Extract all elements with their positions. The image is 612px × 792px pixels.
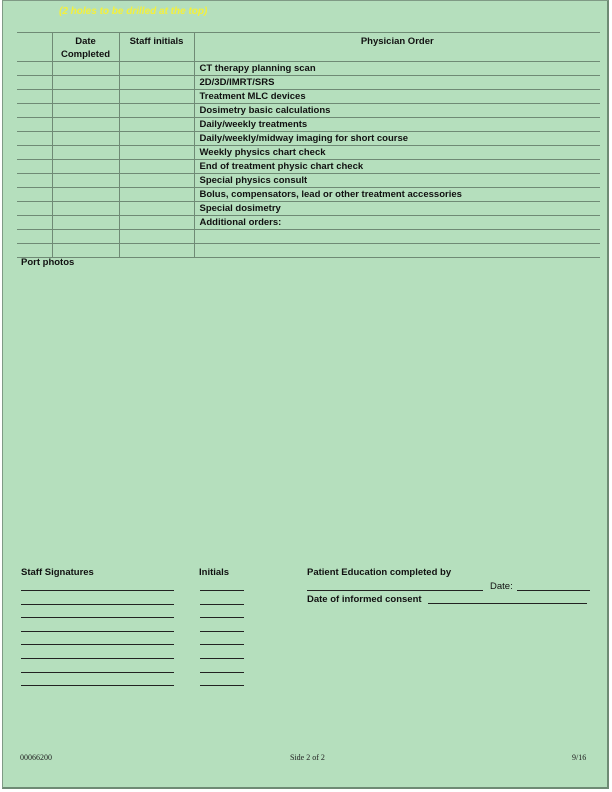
initials-line[interactable] (200, 672, 244, 673)
staff-initials-cell[interactable] (119, 202, 194, 216)
table-row (17, 132, 600, 146)
date-completed-cell[interactable] (52, 132, 119, 146)
table-header-row (17, 33, 600, 62)
initials-line[interactable] (200, 617, 244, 618)
table-row (17, 174, 600, 188)
initials-line[interactable] (200, 631, 244, 632)
initials-line[interactable] (200, 658, 244, 659)
staff-signature-line[interactable] (21, 658, 174, 659)
staff-initials-cell[interactable] (119, 132, 194, 146)
staff-signature-line[interactable] (21, 631, 174, 632)
table-row (17, 76, 600, 90)
row-blank-cell (17, 188, 52, 202)
date-completed-cell[interactable] (52, 118, 119, 132)
date-completed-header: Date Completed (52, 33, 119, 62)
row-blank-cell (17, 244, 52, 258)
staff-initials-cell[interactable] (119, 216, 194, 230)
table-row (17, 202, 600, 216)
staff-signature-line[interactable] (21, 590, 174, 591)
staff-initials-cell[interactable] (119, 76, 194, 90)
row-blank-cell (17, 104, 52, 118)
row-blank-cell (17, 76, 52, 90)
date-completed-cell[interactable] (52, 62, 119, 76)
staff-signature-line[interactable] (21, 604, 174, 605)
staff-initials-header: Staff initials (119, 33, 194, 62)
physician-order-cell: CT therapy planning scan (194, 62, 600, 76)
staff-signature-line[interactable] (21, 685, 174, 686)
physician-order-cell: Special dosimetry (194, 202, 600, 216)
staff-initials-cell[interactable] (119, 160, 194, 174)
staff-initials-cell[interactable] (119, 174, 194, 188)
port-photos-label: Port photos (21, 257, 75, 268)
drill-note: (2 holes to be drilled at the top) (59, 6, 208, 17)
date-completed-cell[interactable] (52, 202, 119, 216)
table-row (17, 146, 600, 160)
initials-line[interactable] (200, 590, 244, 591)
staff-signatures-label: Staff Signatures (21, 567, 94, 578)
physician-order-cell (194, 244, 600, 258)
table-row (17, 244, 600, 258)
physician-orders-table (17, 32, 600, 258)
initials-label: Initials (199, 567, 230, 578)
row-blank-cell (17, 62, 52, 76)
education-date-line[interactable] (517, 590, 590, 591)
staff-initials-cell[interactable] (119, 244, 194, 258)
row-blank-cell (17, 160, 52, 174)
order-rows (17, 62, 600, 258)
revision-date: 9/16 (572, 753, 587, 762)
physician-order-cell: 2D/3D/IMRT/SRS (194, 76, 600, 90)
physician-order-cell: Daily/weekly treatments (194, 118, 600, 132)
date-completed-cell[interactable] (52, 216, 119, 230)
date-completed-cell[interactable] (52, 104, 119, 118)
row-blank-cell (17, 146, 52, 160)
row-blank-cell (17, 90, 52, 104)
blank-header (17, 33, 52, 62)
physician-order-cell (194, 230, 600, 244)
staff-initials-cell[interactable] (119, 104, 194, 118)
physician-order-cell: Daily/weekly/midway imaging for short course (194, 132, 600, 146)
staff-initials-cell[interactable] (119, 146, 194, 160)
initials-line[interactable] (200, 644, 244, 645)
table-row (17, 188, 600, 202)
physician-order-cell: End of treatment physic chart check (194, 160, 600, 174)
patient-education-label: Patient Education completed by (307, 567, 452, 578)
date-completed-cell[interactable] (52, 76, 119, 90)
date-completed-cell[interactable] (52, 188, 119, 202)
row-blank-cell (17, 118, 52, 132)
staff-signature-line[interactable] (21, 617, 174, 618)
physician-order-cell: Weekly physics chart check (194, 146, 600, 160)
staff-initials-cell[interactable] (119, 118, 194, 132)
staff-initials-cell[interactable] (119, 230, 194, 244)
date-completed-cell[interactable] (52, 244, 119, 258)
table-row (17, 230, 600, 244)
staff-initials-cell[interactable] (119, 188, 194, 202)
physician-order-cell: Dosimetry basic calculations (194, 104, 600, 118)
row-blank-cell (17, 174, 52, 188)
row-blank-cell (17, 202, 52, 216)
form-number: 00066200 (20, 753, 52, 762)
page-side: Side 2 of 2 (290, 753, 325, 762)
table-row (17, 90, 600, 104)
table-row (17, 118, 600, 132)
physician-order-cell: Additional orders: (194, 216, 600, 230)
date-completed-cell[interactable] (52, 146, 119, 160)
physician-order-cell: Treatment MLC devices (194, 90, 600, 104)
row-blank-cell (17, 132, 52, 146)
initials-line[interactable] (200, 685, 244, 686)
date-completed-cell[interactable] (52, 230, 119, 244)
table-row (17, 104, 600, 118)
informed-consent-date-line[interactable] (428, 603, 587, 604)
staff-initials-cell[interactable] (119, 62, 194, 76)
date-completed-cell[interactable] (52, 174, 119, 188)
physician-order-header: Physician Order (194, 33, 600, 62)
physician-order-cell: Special physics consult (194, 174, 600, 188)
staff-signature-line[interactable] (21, 644, 174, 645)
table-row (17, 160, 600, 174)
date-completed-cell[interactable] (52, 160, 119, 174)
row-blank-cell (17, 216, 52, 230)
staff-initials-cell[interactable] (119, 90, 194, 104)
table-row (17, 216, 600, 230)
form-page (2, 0, 609, 789)
initials-line[interactable] (200, 604, 244, 605)
education-date-label: Date: (490, 581, 513, 592)
staff-signature-line[interactable] (21, 672, 174, 673)
date-completed-cell[interactable] (52, 90, 119, 104)
patient-education-signature-line[interactable] (307, 590, 483, 591)
table-row (17, 62, 600, 76)
row-blank-cell (17, 230, 52, 244)
physician-order-cell: Bolus, compensators, lead or other treatment accessories (194, 188, 600, 202)
informed-consent-label: Date of informed consent (307, 594, 422, 605)
